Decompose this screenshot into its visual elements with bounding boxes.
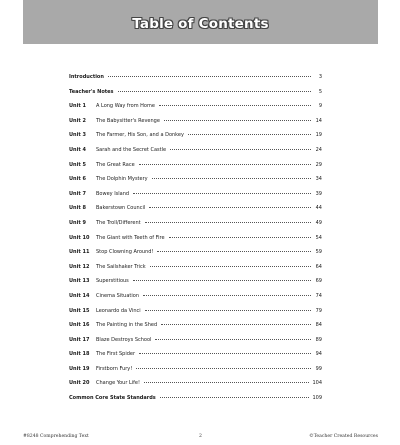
unit-label: Unit 19 bbox=[69, 365, 90, 372]
toc-row-unit bbox=[69, 132, 322, 147]
dot-leader bbox=[144, 382, 309, 383]
dot-leader bbox=[139, 353, 311, 354]
unit-label: Unit 2 bbox=[69, 117, 86, 124]
dot-leader bbox=[159, 105, 311, 106]
toc-page-number: 54 bbox=[315, 234, 322, 241]
toc-page-number: 109 bbox=[312, 395, 322, 402]
toc-page-number: 34 bbox=[315, 176, 322, 183]
unit-title: Stop Clowning Around! bbox=[96, 249, 154, 256]
dot-leader bbox=[139, 164, 311, 165]
toc-row-unit bbox=[69, 191, 322, 206]
unit-label: Unit 18 bbox=[69, 351, 90, 358]
unit-label: Unit 12 bbox=[69, 263, 90, 270]
toc-row-unit bbox=[69, 351, 322, 366]
dot-leader bbox=[155, 339, 311, 340]
dot-leader bbox=[145, 310, 311, 311]
unit-label: Unit 13 bbox=[69, 278, 90, 285]
dot-leader bbox=[152, 178, 311, 179]
dot-leader bbox=[118, 91, 311, 92]
dot-leader bbox=[145, 222, 311, 223]
toc-page-number: 79 bbox=[315, 307, 322, 314]
toc-entry-title: Introduction bbox=[69, 74, 104, 80]
unit-title: The First Spider bbox=[96, 351, 136, 358]
toc-entry-title: Teacher's Notes bbox=[69, 88, 114, 95]
header-bar bbox=[23, 0, 378, 44]
unit-label: Unit 17 bbox=[69, 336, 90, 343]
toc-row-unit bbox=[69, 337, 322, 352]
unit-title: The Great Race bbox=[96, 161, 135, 168]
dot-leader bbox=[188, 134, 311, 135]
toc-page-number: 89 bbox=[315, 336, 322, 343]
toc-row-introduction bbox=[69, 74, 322, 89]
toc-page-number: 5 bbox=[318, 88, 322, 95]
unit-title: The Giant with Teeth of Fire bbox=[96, 234, 165, 241]
unit-label: Unit 16 bbox=[69, 322, 90, 329]
unit-label: Unit 10 bbox=[69, 234, 90, 241]
unit-title: Leonardo da Vinci bbox=[96, 307, 141, 314]
toc-page-number: 3 bbox=[318, 74, 322, 80]
toc-page-number: 59 bbox=[315, 249, 322, 256]
toc-page-number: 19 bbox=[315, 132, 322, 139]
dot-leader bbox=[143, 295, 311, 296]
toc-row-unit bbox=[69, 293, 322, 308]
toc-row-unit bbox=[69, 235, 322, 250]
unit-label: Unit 6 bbox=[69, 176, 86, 183]
unit-title: A Long Way from Home bbox=[96, 103, 155, 110]
unit-title: Bowey Island bbox=[96, 190, 130, 197]
toc-row-unit bbox=[69, 176, 322, 191]
unit-label: Unit 4 bbox=[69, 146, 86, 153]
toc-page-number: 49 bbox=[315, 219, 322, 226]
unit-title: Firstborn Fury! bbox=[96, 365, 133, 372]
dot-leader bbox=[160, 397, 310, 398]
toc-row-unit bbox=[69, 103, 322, 118]
dot-leader bbox=[133, 280, 311, 281]
unit-label: Unit 8 bbox=[69, 205, 86, 212]
unit-title: The Sailshaker Trick bbox=[96, 263, 146, 270]
dot-leader bbox=[133, 193, 311, 194]
footer-copyright: ©Teacher Created Resources bbox=[309, 434, 378, 439]
toc-page-number: 99 bbox=[315, 365, 322, 372]
unit-title: The Painting in the Shed bbox=[96, 322, 158, 329]
dot-leader bbox=[157, 251, 311, 252]
unit-title: Superstitious bbox=[96, 278, 129, 285]
toc-page-number: 39 bbox=[315, 190, 322, 197]
dot-leader bbox=[108, 76, 311, 77]
dot-leader bbox=[149, 207, 311, 208]
unit-label: Unit 15 bbox=[69, 307, 90, 314]
unit-title: The Farmer, His Son, and a Donkey bbox=[96, 132, 184, 139]
unit-title: The Dolphin Mystery bbox=[96, 176, 148, 183]
toc-row-unit bbox=[69, 162, 322, 177]
unit-label: Unit 11 bbox=[69, 249, 90, 256]
toc-page-number: 29 bbox=[315, 161, 322, 168]
toc-row-unit bbox=[69, 205, 322, 220]
unit-title: Blaze Destroys School bbox=[96, 336, 152, 343]
toc-row-unit bbox=[69, 322, 322, 337]
toc-row-unit bbox=[69, 380, 322, 395]
unit-label: Unit 9 bbox=[69, 219, 86, 226]
toc-page-number: 94 bbox=[315, 351, 322, 358]
unit-title: Sarah and the Secret Castle bbox=[96, 146, 167, 153]
dot-leader bbox=[170, 149, 311, 150]
unit-title: Change Your Life! bbox=[96, 380, 141, 387]
dot-leader bbox=[164, 120, 311, 121]
dot-leader bbox=[136, 368, 311, 369]
footer-page-number: 2 bbox=[199, 434, 202, 439]
dot-leader bbox=[161, 324, 311, 325]
unit-label: Unit 7 bbox=[69, 190, 86, 197]
toc-row-teachers-notes bbox=[69, 89, 322, 104]
toc-row-unit bbox=[69, 308, 322, 323]
unit-title: The Babysitter's Revenge bbox=[96, 117, 160, 124]
toc-page-number: 14 bbox=[315, 117, 322, 124]
toc-row-unit bbox=[69, 366, 322, 381]
toc-row-common-core bbox=[69, 395, 322, 410]
table-of-contents bbox=[69, 74, 322, 410]
toc-entry-title: Common Core State Standards bbox=[69, 395, 156, 402]
toc-page-number: 9 bbox=[318, 103, 322, 110]
toc-page-number: 69 bbox=[315, 278, 322, 285]
toc-row-unit bbox=[69, 278, 322, 293]
unit-label: Unit 14 bbox=[69, 292, 90, 299]
toc-row-unit bbox=[69, 147, 322, 162]
dot-leader bbox=[150, 266, 311, 267]
unit-label: Unit 3 bbox=[69, 132, 86, 139]
toc-page-number: 24 bbox=[315, 146, 322, 153]
unit-label: Unit 1 bbox=[69, 103, 86, 110]
toc-row-unit bbox=[69, 249, 322, 264]
toc-page-number: 84 bbox=[315, 322, 322, 329]
toc-page-number: 104 bbox=[312, 380, 322, 387]
toc-page-number: 44 bbox=[315, 205, 322, 212]
unit-title: Bakerstown Council bbox=[96, 205, 146, 212]
unit-label: Unit 20 bbox=[69, 380, 90, 387]
unit-label: Unit 5 bbox=[69, 161, 86, 168]
toc-row-unit bbox=[69, 118, 322, 133]
toc-page-number: 64 bbox=[315, 263, 322, 270]
toc-row-unit bbox=[69, 220, 322, 235]
unit-title: Cinema Situation bbox=[96, 292, 139, 299]
toc-row-unit bbox=[69, 264, 322, 279]
dot-leader bbox=[169, 237, 311, 238]
page-title: Table of Contents bbox=[132, 16, 269, 32]
toc-page-number: 74 bbox=[315, 292, 322, 299]
footer-book-code: #8248 Comprehending Text bbox=[23, 434, 89, 439]
unit-title: The Troll/Different bbox=[96, 219, 141, 226]
